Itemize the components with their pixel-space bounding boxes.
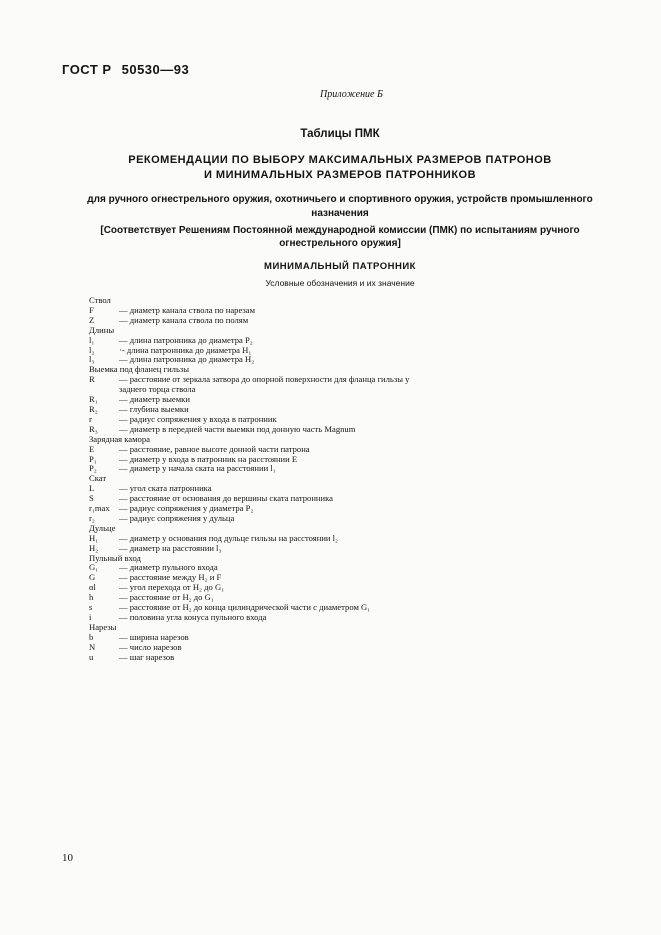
legend-description: — длина патронника до диаметра P₂ [119,334,253,345]
purpose-line: назначения [311,208,369,219]
legend-group-heading: Ствол [89,295,111,305]
legend-description: — радиус сопряжения у входа в патронник [119,413,277,424]
legend-symbol: l₁ [89,334,95,345]
section-title: МИНИМАЛЬНЫЙ ПАТРОННИК [264,261,416,272]
legend-symbol: L [89,483,95,494]
standard-header [62,62,189,77]
legend-symbol: F [89,304,94,315]
legend-symbol: r₁max [89,503,110,514]
appendix-label: Приложение Б [320,89,383,100]
legend-symbol: G₁ [89,562,99,573]
purpose-line: для ручного огнестрельного оружия, охотничьего и спортивного оружия, устройств промышленного [87,194,593,205]
legend-description: — ширина нарезов [119,631,189,642]
legend-symbol: s [89,602,93,613]
legend-symbol: P₂ [89,463,97,474]
legend-item [89,445,609,455]
legend-group [89,623,609,663]
legend-symbol: Z [89,314,95,325]
legend-description: — диаметр канала ствола по нарезам [119,304,256,315]
symbol-legend [89,296,609,663]
conformity-line: [Соответствует Решениям Постоянной международной комиссии (ПМК) по испытаниям ручного [100,225,580,236]
legend-item [89,464,609,474]
legend-description: — диаметр на расстоянии l₃ [119,542,222,553]
section-subtitle: Условные обозначения и их значение [265,278,415,288]
legend-symbol: h [89,592,94,603]
legend-item [89,613,609,623]
legend-description: — глубина выемки [119,403,189,414]
legend-group-heading: Зарядная камора [89,433,150,444]
legend-description: — диаметр у начала ската на расстоянии l₁ [119,463,276,474]
legend-symbol: αl [89,582,96,593]
legend-symbol: l₂ [89,344,95,355]
main-title-line: И МИНИМАЛЬНЫХ РАЗМЕРОВ ПАТРОННИКОВ [203,169,477,181]
legend-group-heading: Дульце [89,522,116,533]
legend-item [89,425,609,435]
legend-description: — расстояние, равное высоте донной части патрона [119,443,310,454]
legend-description: — длина патронника до диаметра H₂ [119,354,255,365]
legend-group [89,365,609,434]
legend-group [89,435,609,475]
legend-description: — шаг нарезов [119,651,175,662]
legend-description: — половина угла конуса пульного входа [119,612,267,622]
legend-description: — расстояние от зеркала затвора до опорной поверхности для фланца гильзы у [119,374,410,385]
legend-group-heading: Пульный вход [89,552,141,563]
main-title-line: РЕКОМЕНДАЦИИ ПО ВЫБОРУ МАКСИМАЛЬНЫХ РАЗМЕРОВ ПАТРОНОВ [128,154,552,166]
legend-description: — радиус сопряжения у дульца [119,512,235,523]
legend-description: — расстояние между H₂ и F [119,572,222,583]
main-title [40,153,640,183]
conformity-note [40,224,640,250]
legend-group [89,326,609,366]
legend-symbol: R₂ [89,403,98,414]
legend-description: — диаметр канала ствола по полям [119,314,249,325]
legend-group-heading: Длины [89,324,115,335]
legend-symbol: r₂ [89,512,95,523]
legend-description: ·- длина патронника до диаметра H₁ [119,344,252,355]
legend-group-heading: Скат [89,473,107,484]
legend-symbol: E [89,443,95,454]
legend-symbol: G [89,572,96,583]
legend-symbol: P₁ [89,453,97,464]
legend-symbol: b [89,631,94,642]
legend-description: — расстояние от основания до вершины ската патронника [119,493,333,504]
legend-group-heading: Нарезы [89,621,117,632]
legend-description: — диаметр пульного входа [119,562,218,573]
legend-description: — радиус сопряжения у диаметра P₂ [119,503,254,514]
legend-symbol: S [89,493,94,504]
standard-number: 50530—93 [121,62,190,77]
purpose-text [40,193,640,221]
tables-title: Таблицы ПМК [300,128,380,140]
legend-description: — диаметр в передней части выемки под донную часть Magnum [119,423,356,434]
conformity-line: огнестрельного оружия] [279,238,401,249]
legend-description: — угол ската патронника [119,483,212,494]
legend-symbol: N [89,641,96,652]
legend-description: — диаметр выемки [119,394,190,405]
legend-symbol: l₃ [89,354,95,365]
legend-group [89,296,609,326]
legend-description: — число нарезов [119,641,182,652]
legend-symbol: r [89,413,92,424]
legend-group-heading: Выемка под фланец гильзы [89,364,190,375]
legend-symbol: i [89,612,92,622]
standard-code: ГОСТ Р [62,62,112,77]
page-number: 10 [62,852,73,864]
legend-description: — диаметр у основания под дульце гильзы на расстоянии l₂ [119,532,339,543]
legend-description: — расстояние от H₂ до конца цилиндрической части с диаметром G₁ [119,602,371,613]
legend-symbol: u [89,651,94,662]
legend-description-continuation: заднего торца ствола [119,384,196,395]
legend-symbol: H₂ [89,542,99,553]
legend-description: — расстояние от H₂ до G₁ [119,592,214,603]
legend-description: — диаметр у входа в патронник на расстоянии E [119,453,298,464]
legend-symbol: H₁ [89,532,99,543]
legend-group [89,524,609,554]
legend-item [89,316,609,326]
legend-description: — угол перехода от H₂ до G₁ [119,582,225,593]
legend-symbol: R [89,374,95,385]
legend-group [89,554,609,623]
legend-symbol: R₃ [89,423,98,434]
legend-group [89,474,609,524]
legend-item [89,514,609,524]
legend-symbol: R₁ [89,394,98,405]
legend-item [89,544,609,554]
legend-item [89,653,609,663]
